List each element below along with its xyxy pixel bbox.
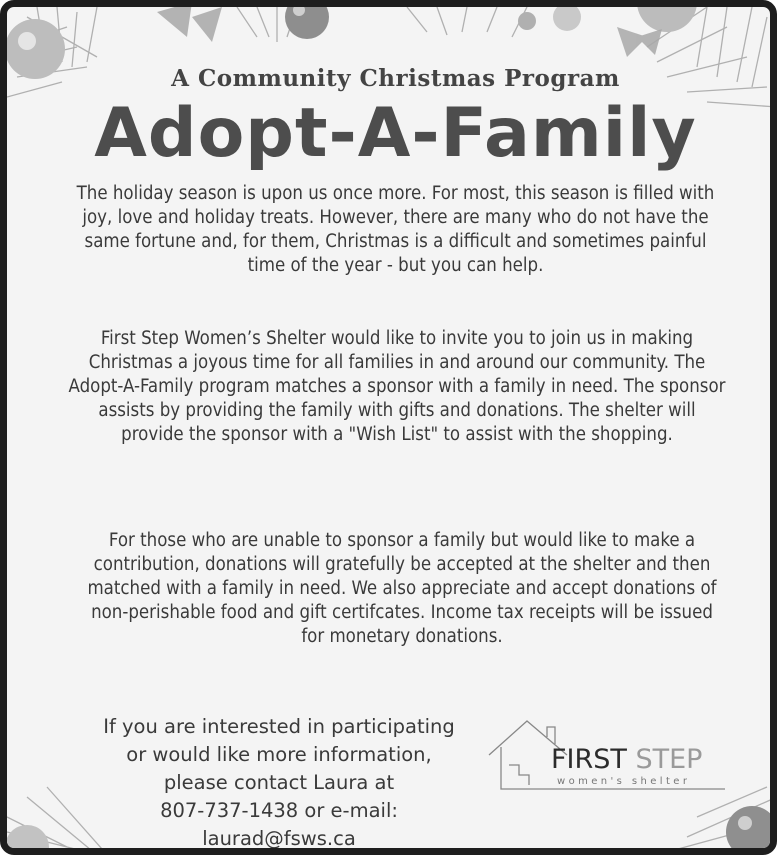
program-subtitle: A Community Christmas Program bbox=[171, 65, 620, 92]
logo-word-first: FIRST bbox=[551, 744, 627, 775]
first-step-logo bbox=[485, 717, 730, 797]
donations-paragraph: For those who are unable to sponsor a family but would like to make a contribution, donations will gratefully be accepted at the shelter and then matched with a family in need. We also appreciate and accept donations of non-perishable food and gift certifcates. Income tax receipts will be issued for monetary donations. bbox=[87, 530, 717, 647]
logo-word-step: STEP bbox=[635, 744, 703, 775]
logo-tagline: women's shelter bbox=[557, 776, 691, 787]
program-description-paragraph: First Step Women’s Shelter would like to invite you to join us in making Christmas a joyous time for all families in and around our community. The Adopt-A-Family program matches a sponsor with a family in need. The sponsor assists by providing the family with gifts and donations. The shelter will provide the sponsor with a "Wish List" to assist with the shopping. bbox=[68, 328, 726, 445]
contact-block bbox=[69, 713, 489, 853]
logo-wordmark bbox=[551, 745, 702, 775]
ribbon-bow-icon bbox=[157, 7, 662, 57]
contact-line: or would like more information, bbox=[126, 743, 432, 766]
contact-line: If you are interested in participating bbox=[103, 715, 455, 738]
contact-line: please contact Laura at bbox=[163, 771, 395, 794]
intro-paragraph: The holiday season is upon us once more. For most, this season is filled with joy, love and holiday treats. However, there are many who do not have the same fortune and, for them, Christmas is a difficult and sometimes painful time of the year - but you can help. bbox=[76, 183, 715, 276]
page-title: Adopt-A-Family bbox=[94, 94, 697, 173]
contact-email: laurad@fsws.ca bbox=[202, 827, 356, 850]
contact-phone: 807-737-1438 or e-mail: bbox=[160, 799, 398, 822]
